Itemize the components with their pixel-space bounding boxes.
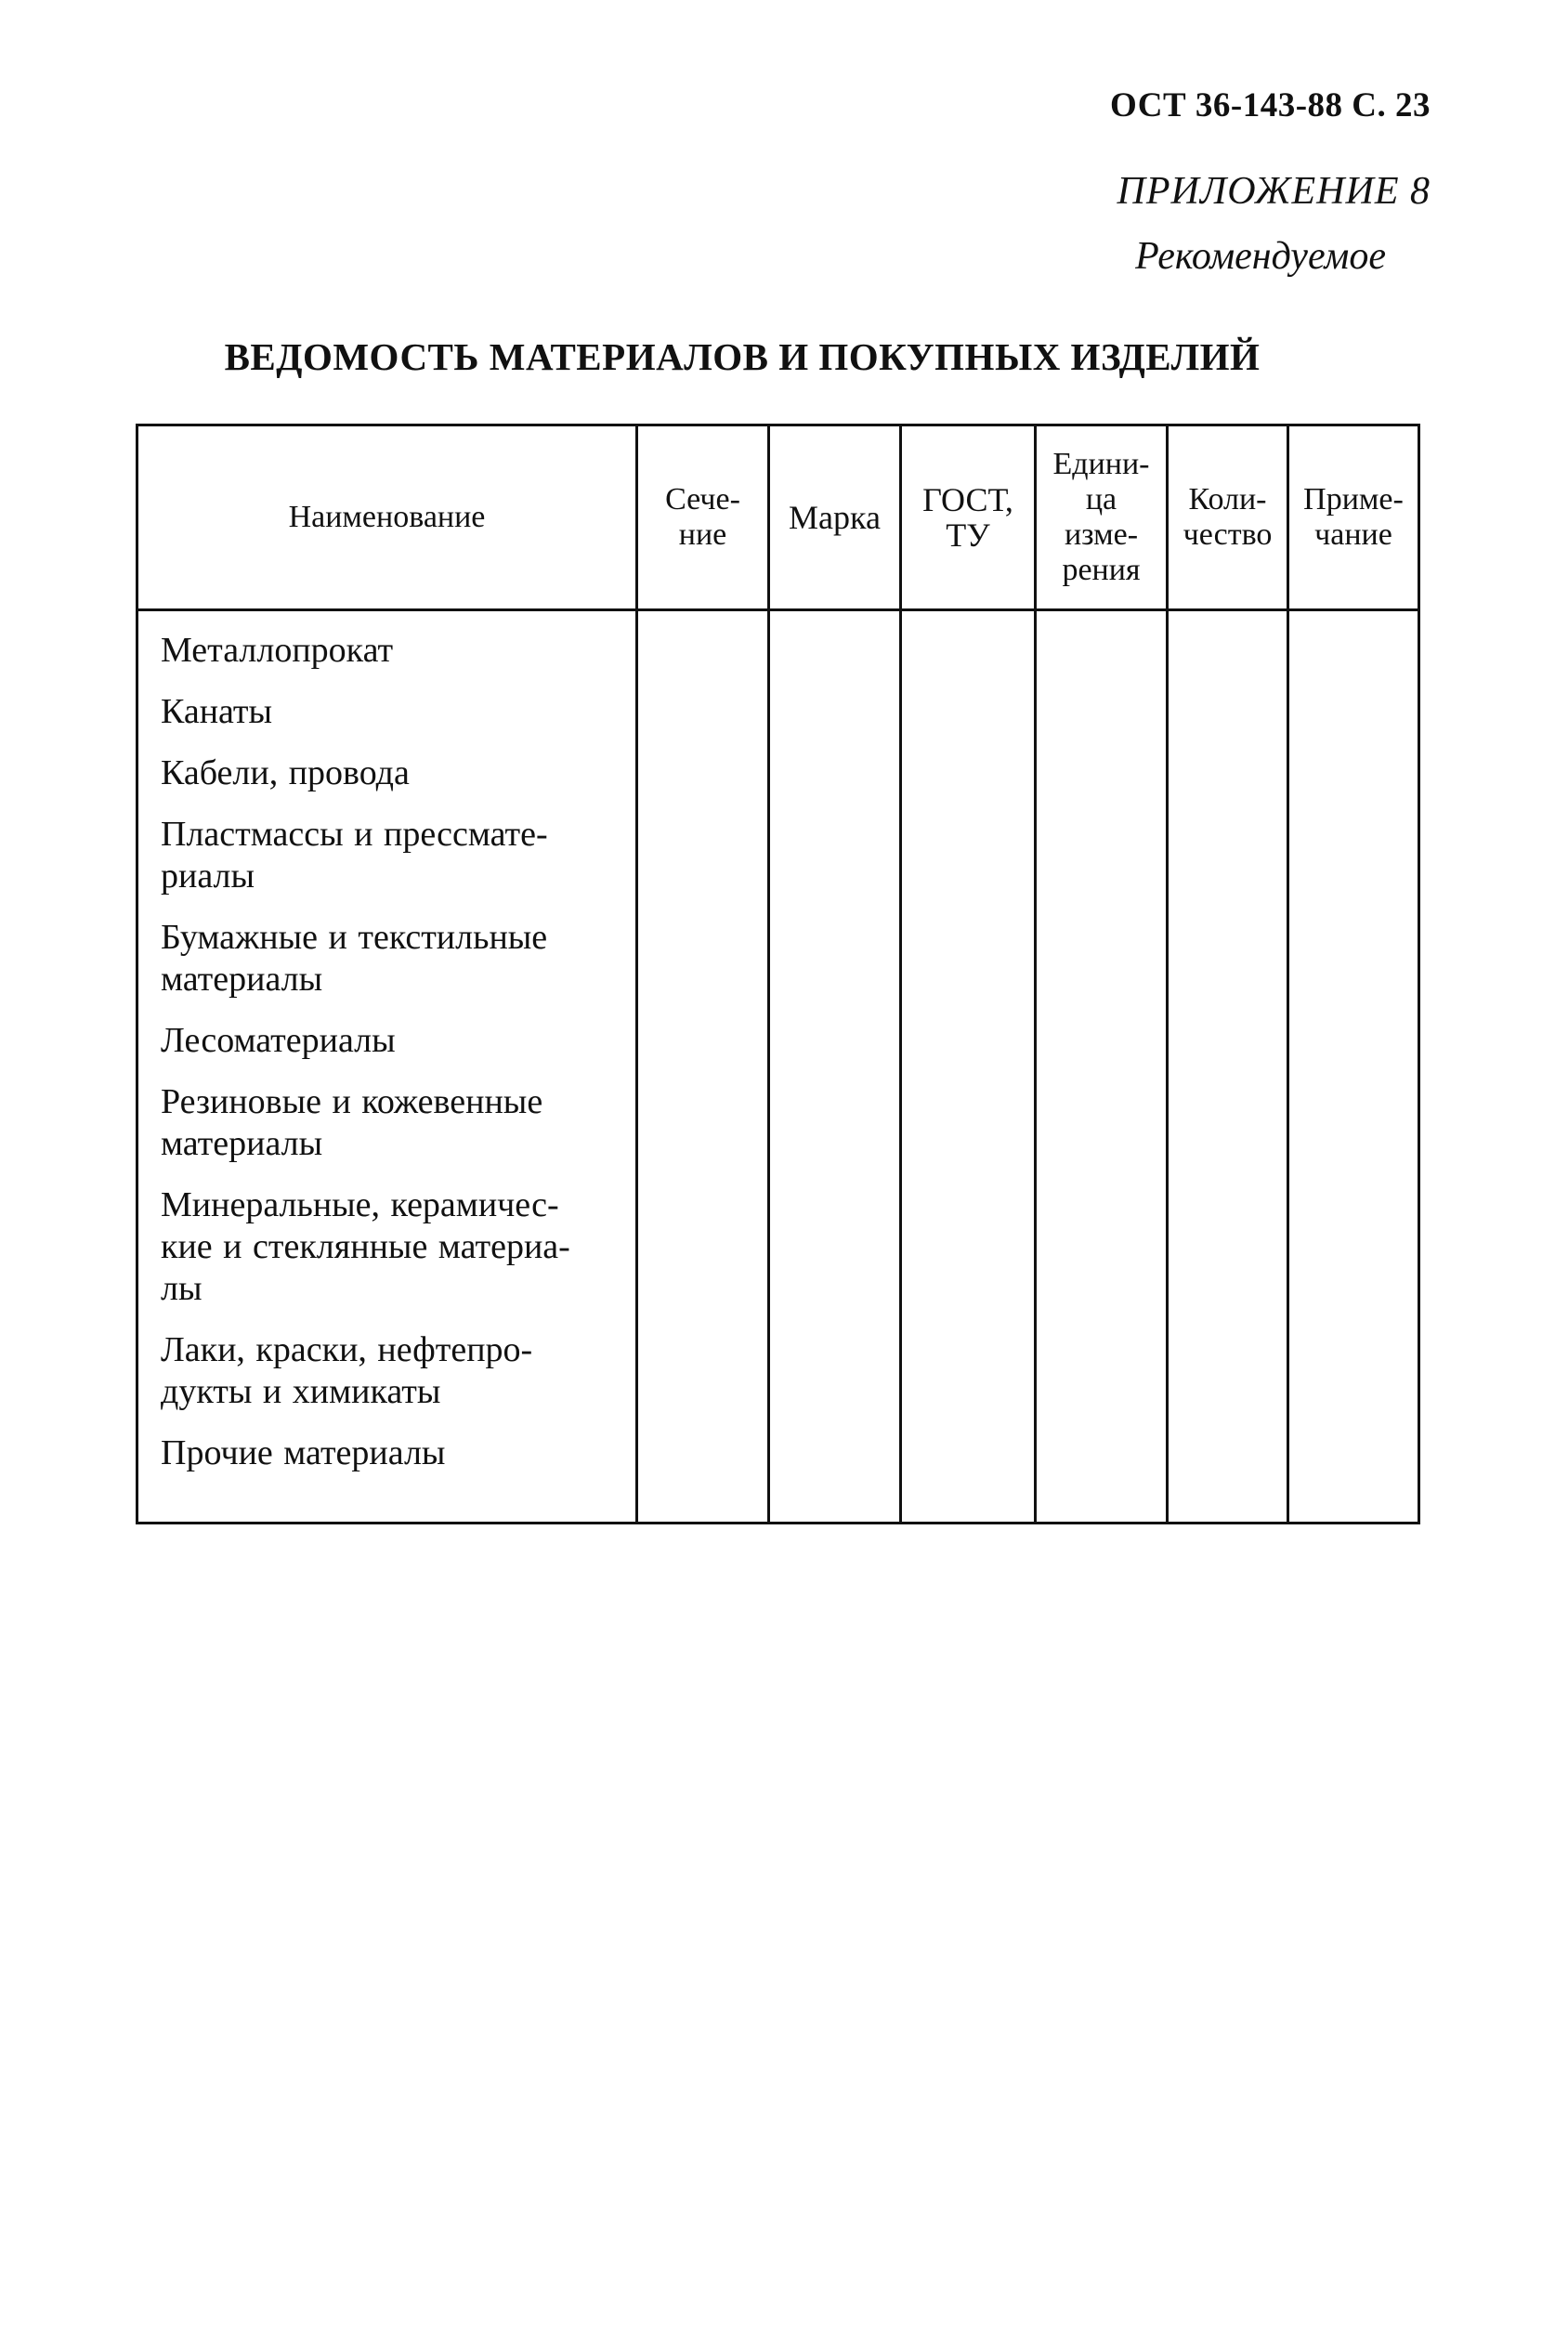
quantity-column — [1168, 610, 1288, 1524]
appendix-status: Рекомендуемое — [1135, 235, 1386, 278]
header-note: Приме- чание — [1288, 425, 1419, 610]
document-code: ОСТ 36-143-88 С. 23 — [1110, 86, 1431, 124]
unit-column — [1036, 610, 1168, 1524]
list-item-ropes: Канаты — [161, 692, 273, 731]
header-quantity: Коли- чество — [1168, 425, 1288, 610]
materials-table — [136, 424, 1420, 1524]
list-item-rubber-leather: Резиновые и кожевенные материалы — [161, 1082, 543, 1163]
header-name: Наименование — [137, 425, 637, 610]
table-body-row — [137, 610, 1419, 1524]
list-item-plastics: Пластмассы и прессмате- риалы — [161, 815, 548, 896]
note-column — [1288, 610, 1419, 1524]
header-unit: Едини- ца изме- рения — [1036, 425, 1168, 610]
page-title — [0, 334, 1568, 379]
header-gost: ГОСТ, ТУ — [901, 425, 1036, 610]
header-section: Сече- ние — [637, 425, 769, 610]
list-item-metal: Металлопрокат — [161, 631, 394, 670]
names-column — [137, 610, 637, 1524]
list-item-timber: Лесоматериалы — [161, 1021, 396, 1060]
list-item-paints-chemicals: Лаки, краски, нефтепро- дукты и химикаты — [161, 1330, 533, 1411]
list-item-cables: Кабели, провода — [161, 753, 410, 792]
list-item-other: Прочие материалы — [161, 1433, 446, 1472]
table-header-row — [137, 425, 1419, 610]
section-column — [637, 610, 769, 1524]
page-title-text: ВЕДОМОСТЬ МАТЕРИАЛОВ И ПОКУПНЫХ ИЗДЕЛИЙ — [224, 335, 1261, 378]
list-item-paper-textile: Бумажные и текстильные материалы — [161, 918, 548, 999]
list-item-mineral-ceramic: Минеральные, керамичес- кие и стеклянные материа- лы — [161, 1185, 570, 1308]
header-grade: Марка — [769, 425, 901, 610]
grade-column — [769, 610, 901, 1524]
appendix-label: ПРИЛОЖЕНИЕ 8 — [1117, 170, 1431, 213]
gost-column — [901, 610, 1036, 1524]
materials-table-wrapper — [136, 424, 1420, 1524]
